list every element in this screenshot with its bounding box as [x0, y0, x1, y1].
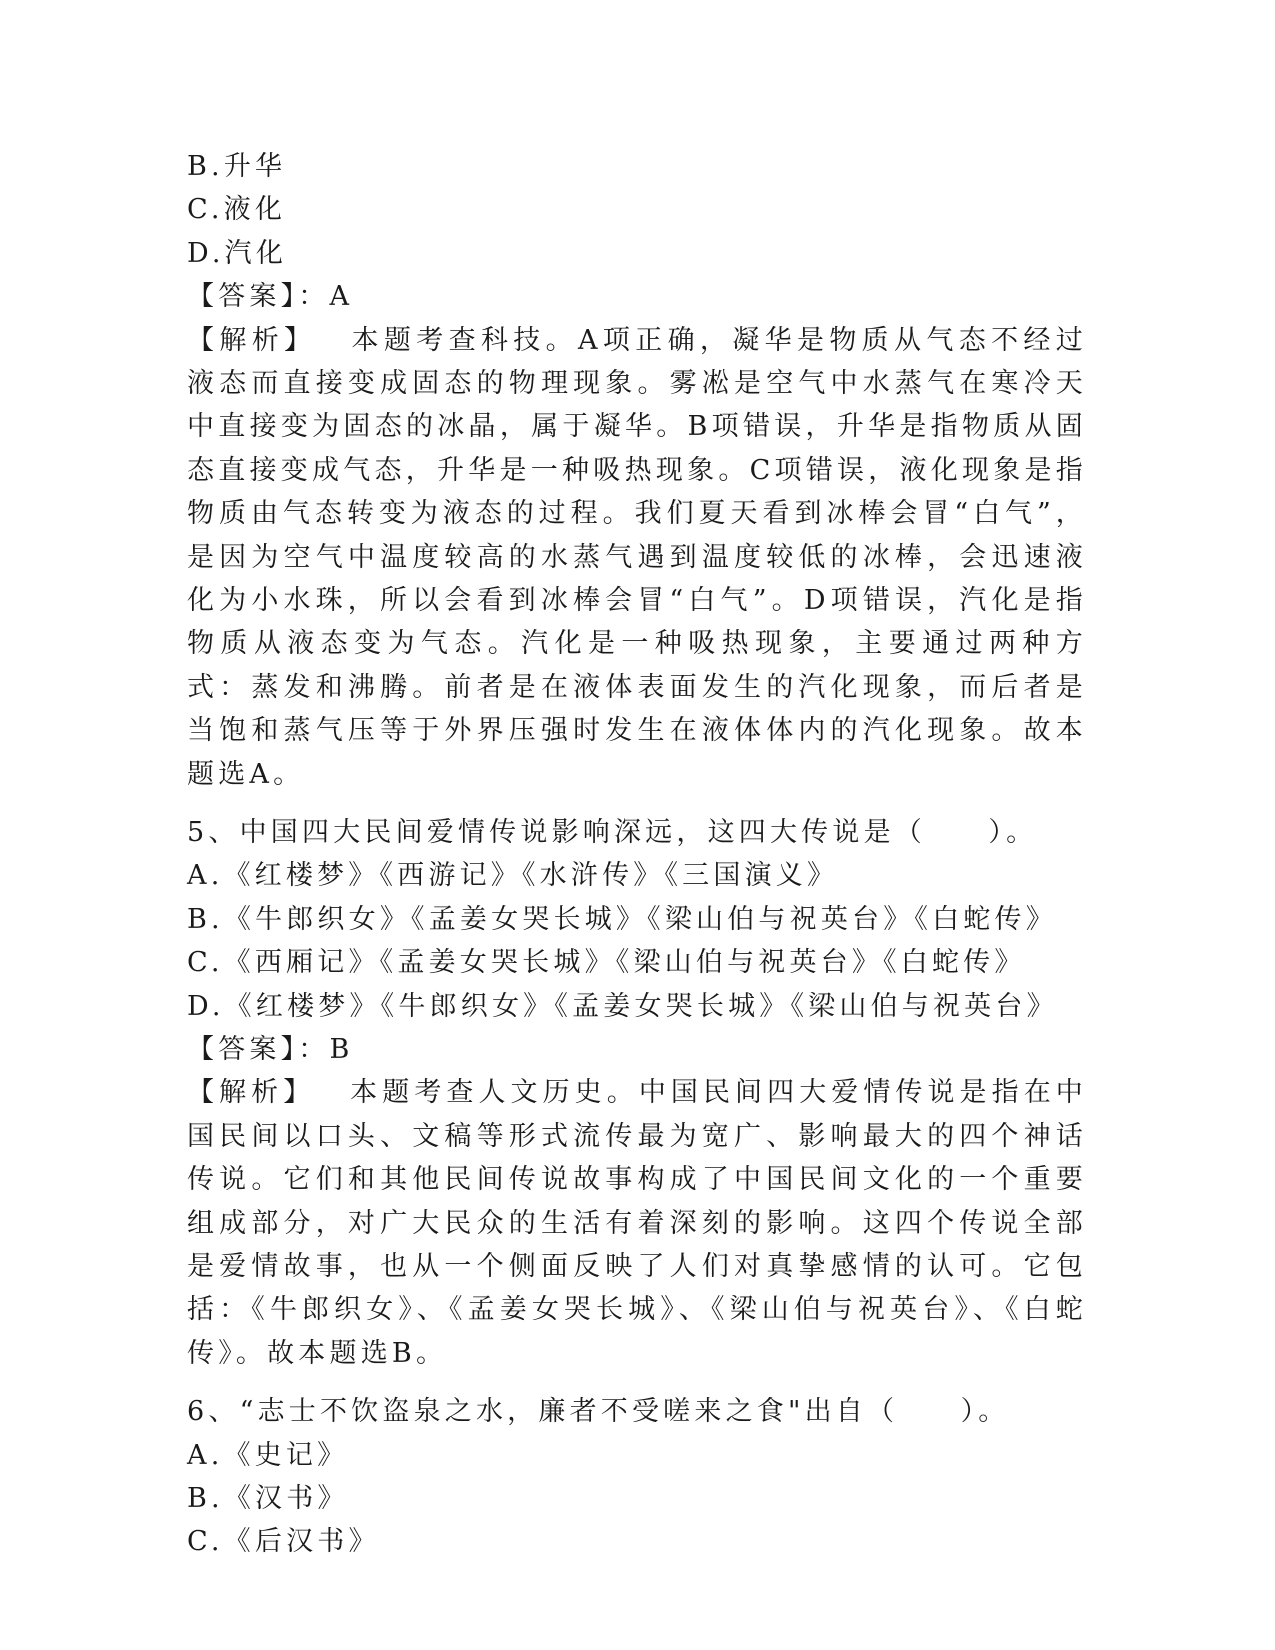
q6-option-a: A.《史记》	[187, 1439, 349, 1471]
q4-answer	[187, 275, 1087, 318]
q5-analysis	[187, 1071, 1087, 1375]
q5-option-c: C.《西厢记》《孟姜女哭长城》《梁山伯与祝英台》《白蛇传》	[187, 947, 1026, 979]
q5-option-a: A.《红楼梦》《西游记》《水浒传》《三国演义》	[187, 860, 839, 892]
analysis-text: 本题考查科技。A项正确，凝华是物质从气态不经过液态而直接变成固态的物理现象。雾凇是空气中水蒸气在寒冷天中直接变为固态的冰晶，属于凝华。B项错误，升华是指物质从固态直接变成气态，升华是一种吸热现象。C项错误，液化现象是指物质由气态转变为液态的过程。我们夏天看到冰棒会冒“白气”，是因为空气中温度较高的水蒸气遇到温度较低的冰棒，会迅速液化为小水珠，所以会看到冰棒会冒“白气”。D项错误，汽化是指物质从液态变为气态。汽化是一种吸热现象，主要通过两种方式：蒸发和沸腾。前者是在液体表面发生的汽化现象，而后者是当饱和蒸气压等于外界压强时发生在液体体内的汽化现象。故本题选A。	[187, 324, 1087, 790]
q5-answer	[187, 1028, 1087, 1071]
q4-analysis	[187, 319, 1087, 796]
q4-option-c: C.液化	[187, 194, 287, 226]
answer-value: A	[329, 281, 354, 313]
q4-option-b: B.升华	[187, 151, 287, 182]
q6-option-b: B.《汉书》	[187, 1483, 349, 1514]
analysis-text: 本题考查人文历史。中国民间四大爱情传说是指在中国民间以口头、文稿等形式流传最为宽广、影响最大的四个神话传说。它们和其他民间传说故事构成了中国民间文化的一个重要组成部分，对广大民众的生活有着深刻的影响。这四个传说全部是爱情故事，也从一个侧面反映了人们对真挚感情的认可。它包括：《牛郎织女》、《孟姜女哭长城》、《梁山伯与祝英台》、《白蛇传》。故本题选B。	[187, 1077, 1087, 1369]
analysis-label: 【解析】	[187, 324, 317, 356]
q5-option-b: B.《牛郎织女》《孟姜女哭长城》《梁山伯与祝英台》《白蛇传》	[187, 903, 1057, 935]
q6-question: 6、“志士不饮盗泉之水，廉者不受嗟来之食"出自（ ）。	[187, 1396, 1010, 1428]
answer-label: 【答案】：	[187, 1033, 330, 1065]
q5-option-d: D.《红楼梦》《牛郎织女》《孟姜女哭长城》《梁山伯与祝英台》	[187, 990, 1058, 1022]
answer-value: B	[329, 1033, 354, 1065]
q5-question: 5、中国四大民间爱情传说影响深远，这四大传说是（ ）。	[187, 817, 1038, 849]
document-page	[187, 145, 1087, 1564]
q6-option-c: C.《后汉书》	[187, 1526, 380, 1558]
answer-label: 【答案】：	[187, 281, 330, 313]
q4-option-d: D.汽化	[187, 237, 288, 269]
analysis-label: 【解析】	[187, 1077, 316, 1109]
